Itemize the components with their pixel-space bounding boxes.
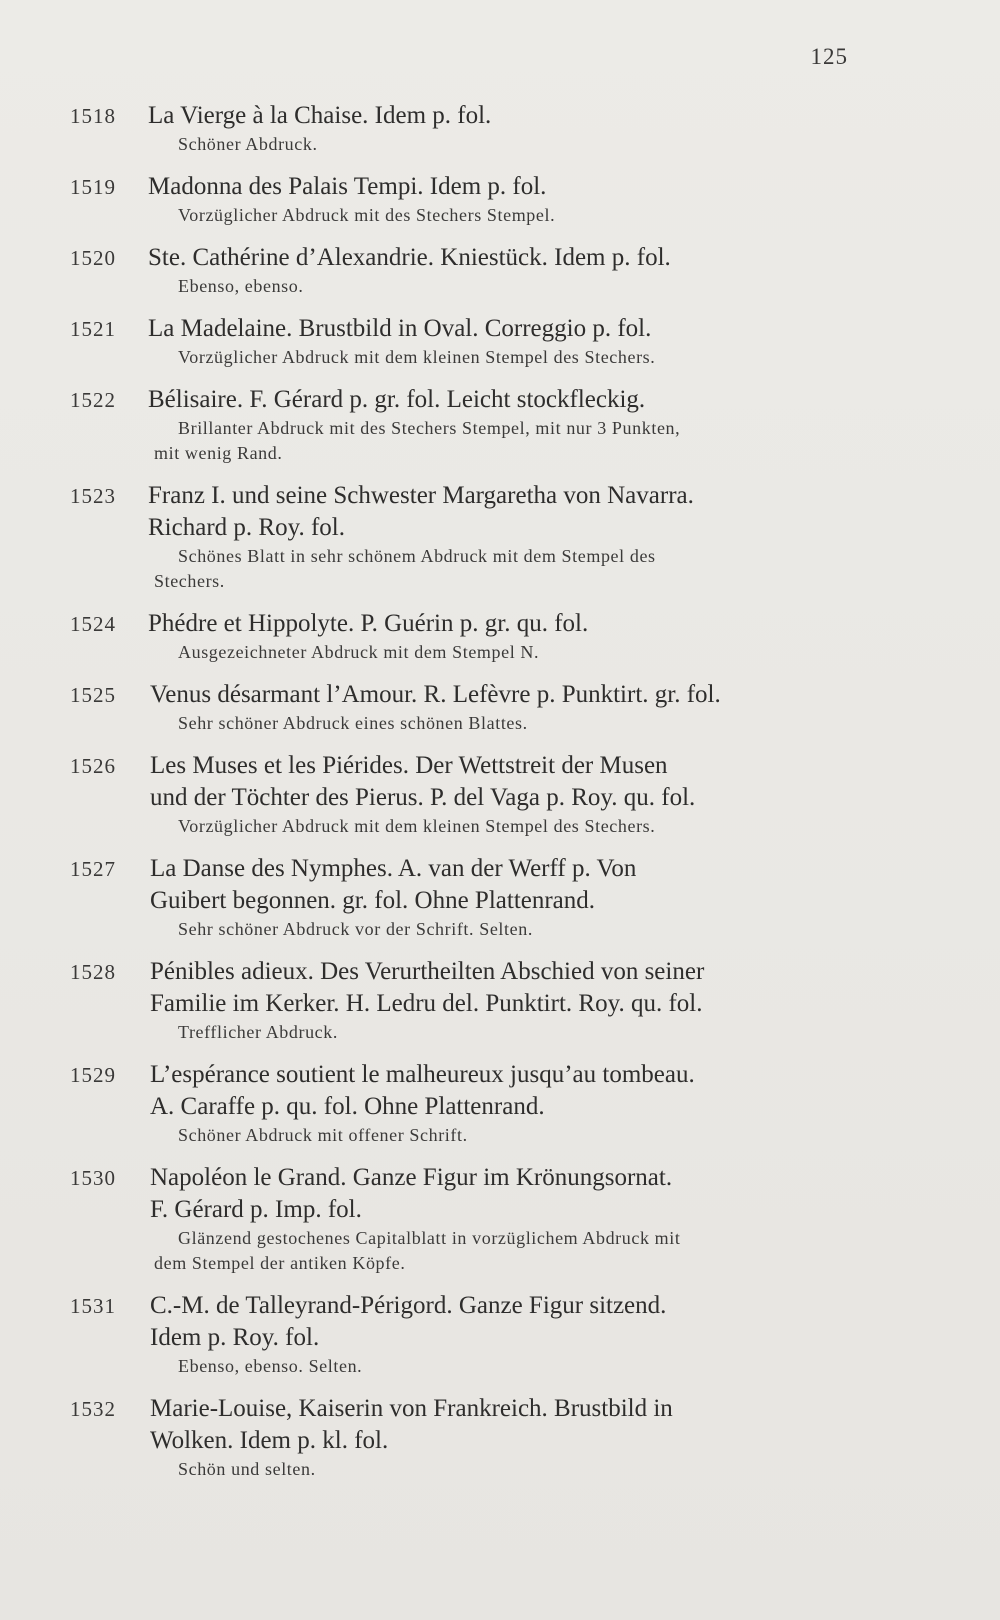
entry-title-line: Richard p. Roy. fol. xyxy=(148,514,345,541)
entry-description: Stechers. xyxy=(154,571,225,591)
entry-title-line: L’espérance soutient le malheureux jusqu’au tombeau. xyxy=(150,1061,695,1088)
entry-title-line: Guibert begonnen. gr. fol. Ohne Plattenrand. xyxy=(150,887,596,914)
entry-title-line: Idem p. Roy. fol. xyxy=(150,1324,320,1351)
entry-number: 1521 xyxy=(70,317,116,341)
entry-description: Ausgezeichneter Abdruck mit dem Stempel N. xyxy=(178,642,540,662)
entry-description: dem Stempel der antiken Köpfe. xyxy=(154,1253,406,1273)
entry-number: 1519 xyxy=(70,175,116,199)
catalog-entry xyxy=(70,171,860,228)
entry-number: 1532 xyxy=(70,1397,116,1421)
entry-number: 1522 xyxy=(70,388,116,412)
entry-description: Schöner Abdruck. xyxy=(178,134,318,154)
entry-description: Glänzend gestochenes Capitalblatt in vorzüglichem Abdruck mit xyxy=(178,1228,681,1248)
catalog-entry xyxy=(70,1059,860,1148)
entry-number: 1531 xyxy=(70,1294,116,1318)
entry-title-line: Les Muses et les Piérides. Der Wettstreit der Musen xyxy=(150,752,668,779)
entry-number: 1526 xyxy=(70,754,116,778)
entry-title-line: Madonna des Palais Tempi. Idem p. fol. xyxy=(148,173,547,200)
catalog-entry xyxy=(70,384,860,466)
entry-title-line: F. Gérard p. Imp. fol. xyxy=(150,1196,362,1223)
entry-number: 1518 xyxy=(70,104,116,128)
entry-title-line: Venus désarmant l’Amour. R. Lefèvre p. Punktirt. gr. fol. xyxy=(150,681,721,708)
entry-description: Ebenso, ebenso. xyxy=(178,276,304,296)
entry-number: 1525 xyxy=(70,683,116,707)
catalog-entry xyxy=(70,608,860,665)
entry-title-line: Franz I. und seine Schwester Margaretha von Navarra. xyxy=(148,482,694,509)
entry-number: 1528 xyxy=(70,960,116,984)
entry-title-line: A. Caraffe p. qu. fol. Ohne Plattenrand. xyxy=(150,1093,545,1120)
entry-number: 1527 xyxy=(70,857,116,881)
entry-number: 1520 xyxy=(70,246,116,270)
entry-description: Sehr schöner Abdruck eines schönen Blattes. xyxy=(178,713,528,733)
entry-title-line: La Danse des Nymphes. A. van der Werff p. Von xyxy=(150,855,637,882)
entry-description: Vorzüglicher Abdruck mit des Stechers Stempel. xyxy=(178,205,556,225)
entry-number: 1529 xyxy=(70,1063,116,1087)
entry-title-line: Phédre et Hippolyte. P. Guérin p. gr. qu. fol. xyxy=(148,610,589,637)
entry-description: mit wenig Rand. xyxy=(154,443,283,463)
catalog-entry xyxy=(70,313,860,370)
entry-title-line: Familie im Kerker. H. Ledru del. Punktirt. Roy. qu. fol. xyxy=(150,990,703,1017)
catalog-entry xyxy=(70,480,860,594)
entry-list xyxy=(70,100,860,1496)
catalog-entry xyxy=(70,956,860,1045)
entry-number: 1524 xyxy=(70,612,116,636)
catalog-entry xyxy=(70,1393,860,1482)
entry-title-line: La Madelaine. Brustbild in Oval. Correggio p. fol. xyxy=(148,315,652,342)
entry-title-line: Wolken. Idem p. kl. fol. xyxy=(150,1427,389,1454)
entry-description: Ebenso, ebenso. Selten. xyxy=(178,1356,363,1376)
entry-title-line: Napoléon le Grand. Ganze Figur im Krönungsornat. xyxy=(150,1164,673,1191)
entry-title-line: Marie-Louise, Kaiserin von Frankreich. Brustbild in xyxy=(150,1395,673,1422)
entry-description: Sehr schöner Abdruck vor der Schrift. Selten. xyxy=(178,919,533,939)
entry-title-line: C.-M. de Talleyrand-Périgord. Ganze Figur sitzend. xyxy=(150,1292,667,1319)
entry-title-line: Bélisaire. F. Gérard p. gr. fol. Leicht stockfleckig. xyxy=(148,386,646,413)
entry-description: Schön und selten. xyxy=(178,1459,316,1479)
entry-description: Vorzüglicher Abdruck mit dem kleinen Stempel des Stechers. xyxy=(178,816,656,836)
catalog-entry xyxy=(70,853,860,942)
catalog-entry xyxy=(70,1162,860,1276)
entry-title-line: Ste. Cathérine d’Alexandrie. Kniestück. Idem p. fol. xyxy=(148,244,671,271)
catalog-entry xyxy=(70,100,860,157)
entry-number: 1530 xyxy=(70,1166,116,1190)
entry-title-line: Pénibles adieux. Des Verurtheilten Abschied von seiner xyxy=(150,958,705,985)
entry-description: Trefflicher Abdruck. xyxy=(178,1022,338,1042)
catalog-entry xyxy=(70,1290,860,1379)
page-number: 125 xyxy=(810,44,848,69)
entry-description: Schöner Abdruck mit offener Schrift. xyxy=(178,1125,468,1145)
entry-title-line: La Vierge à la Chaise. Idem p. fol. xyxy=(148,102,492,129)
entry-number: 1523 xyxy=(70,484,116,508)
catalog-entry xyxy=(70,679,860,736)
entry-description: Vorzüglicher Abdruck mit dem kleinen Stempel des Stechers. xyxy=(178,347,656,367)
catalog-entry xyxy=(70,242,860,299)
entry-description: Schönes Blatt in sehr schönem Abdruck mit dem Stempel des xyxy=(178,546,656,566)
catalog-entry xyxy=(70,750,860,839)
entry-title-line: und der Töchter des Pierus. P. del Vaga p. Roy. qu. fol. xyxy=(150,784,696,811)
entry-description: Brillanter Abdruck mit des Stechers Stempel, mit nur 3 Punkten, xyxy=(178,418,681,438)
